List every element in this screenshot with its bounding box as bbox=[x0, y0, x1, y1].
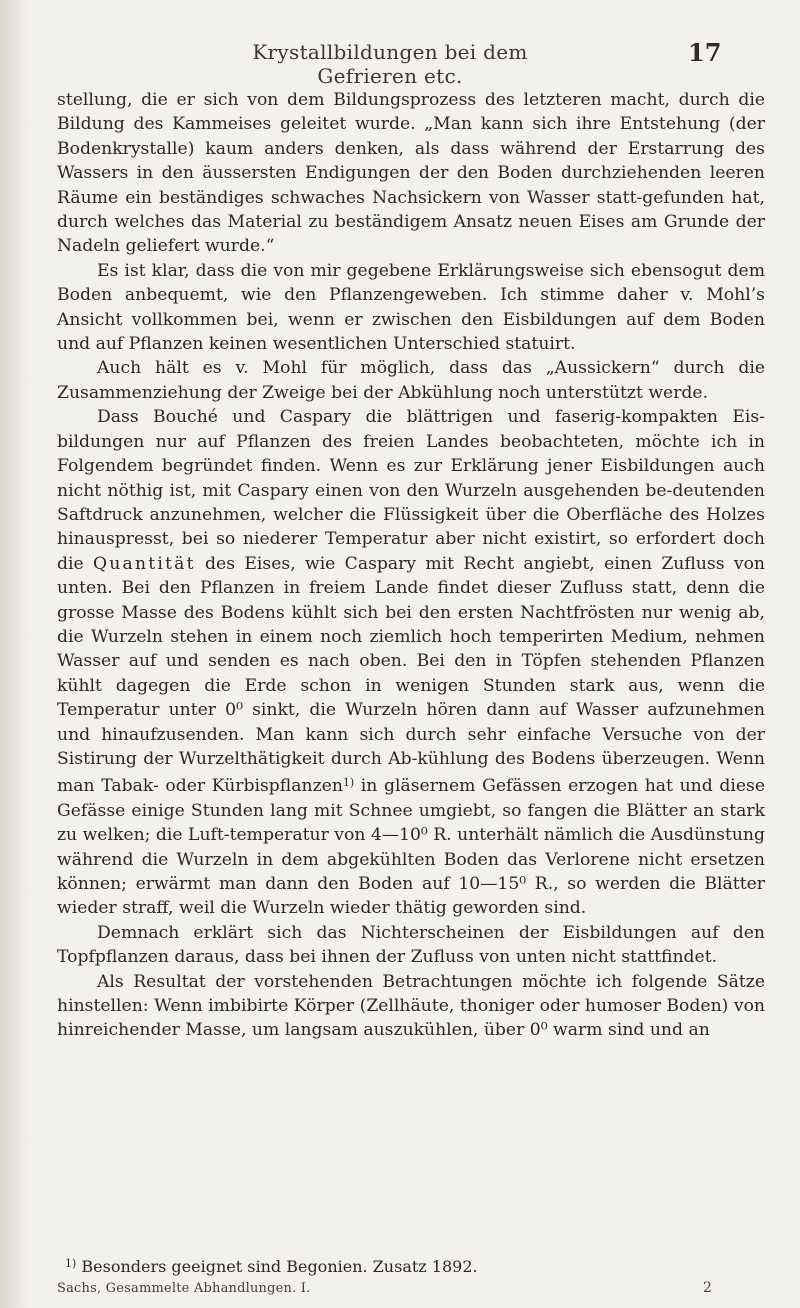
paragraph-1: stellung, die er sich von dem Bildungsprozess des letzteren macht, durch die Bildung des Kammeises geleitet wurde. „Man kann sich ihre Entstehung (der Bodenkrystalle) kaum anders denken, als dass während der Erstarrung des Wassers in den äussersten Endigungen der den Boden durchziehenden leeren Räume ein beständiges schwaches Nachsickern von Wasser statt-gefunden hat, durch welches das Material zu beständigem Ansatz neuen Eises am Grunde der Nadeln geliefert wurde.“ bbox=[57, 90, 765, 257]
footnote bbox=[57, 1254, 765, 1277]
footnote-reference: 1) bbox=[342, 776, 355, 790]
footnote-mark: 1) bbox=[65, 1257, 77, 1270]
paragraph-5: Demnach erklärt sich das Nichterscheinen der Eisbildungen auf den Topfpflanzen daraus, dass bei ihnen der Zufluss von unten nicht stattfindet. bbox=[57, 922, 765, 968]
paragraph-4 bbox=[57, 405, 765, 921]
sheet-signature: 2 bbox=[703, 1280, 712, 1296]
gutter-shadow bbox=[0, 0, 30, 1308]
paragraph-3: Auch hält es v. Mohl für möglich, dass das „Aussickern“ durch die Zusammenziehung der Zweige bei der Abkühlung noch unterstützt werde. bbox=[57, 358, 765, 403]
footnote-area bbox=[57, 1254, 765, 1299]
body-text bbox=[57, 88, 765, 1043]
footnote-text: Besonders geeignet sind Begonien. Zusatz 1892. bbox=[81, 1257, 478, 1276]
paragraph-6: Als Resultat der vorstehenden Betrachtungen möchte ich folgende Sätze hinstellen: Wenn imbibirte Körper (Zellhäute, thoniger oder humoser Boden) von hinreichender Masse, um langsam auszukühlen, über 0⁰ warm sind und an bbox=[57, 971, 765, 1041]
paragraph-4-part1: Dass Bouché und Caspary die blättrigen und faserig-kompakten Eis-bildungen nur auf Pflanzen des freien Landes beobachteten, möchte ich in Folgendem begründet finden. Wenn es zur Erklärung jener Eisbildungen auch nicht nöthig ist, mit Caspary einen von den Wurzeln ausgehenden be-deutenden Saftdruck anzunehmen, welcher die Flüssigkeit über die Oberfläche des Holzes hinauspresst, bei so niederer Temperatur aber nicht existirt, so erfordert doch die bbox=[57, 407, 765, 574]
imprint-line: Sachs, Gesammelte Abhandlungen. I. bbox=[57, 1281, 311, 1296]
page-number: 17 bbox=[688, 38, 722, 67]
emphasis-quantitaet: Quantität bbox=[92, 553, 196, 574]
page-header bbox=[0, 38, 800, 88]
paragraph-2: Es ist klar, dass die von mir gegebene Erklärungsweise sich ebensogut dem Boden anbequemt, wie den Pflanzengeweben. Ich stimme daher v. Mohl’s Ansicht vollkommen bei, wenn er zwischen den Eisbildungen auf dem Boden und auf Pflanzen keinen wesentlichen Unterschied statuirt. bbox=[57, 260, 765, 355]
paragraph-4-part3: in gläsernem Gefässen erzogen hat und diese Gefässe einige Stunden lang mit Schnee umgiebt, so fangen die Blätter an stark zu welken; die Luft-temperatur von 4—10⁰ R. unterhält nämlich die Ausdünstung während die Wurzeln in dem abgekühlten Boden das Verlorene nicht ersetzen können; erwärmt man dann den Boden auf 10—15⁰ R., so werden die Blätter wieder straff, weil die Wurzeln wieder thätig geworden sind. bbox=[57, 776, 765, 919]
running-head: Krystallbildungen bei dem Gefrieren etc. bbox=[252, 40, 528, 88]
paragraph-4-part2: des Eises, wie Caspary mit Recht angiebt, einen Zufluss von unten. Bei den Pflanzen in freiem Lande findet dieser Zufluss statt, denn die grosse Masse des Bodens kühlt sich bei den ersten Nachtfrösten nur wenig ab, die Wurzeln stehen in einem noch ziemlich hoch temperirten Medium, nehmen Wasser auf und senden es nach oben. Bei den in Töpfen stehenden Pflanzen kühlt dagegen die Erde schon in wenigen Stunden stark aus, wenn die Temperatur unter 0⁰ sinkt, die Wurzeln hören dann auf Wasser aufzunehmen und hinaufzusenden. Man kann sich durch sehr einfache Versuche von der Sistirung der Wurzelthätigkeit durch Ab-kühlung des Bodens überzeugen. Wenn man Tabak- oder Kürbispflanzen bbox=[57, 553, 765, 797]
